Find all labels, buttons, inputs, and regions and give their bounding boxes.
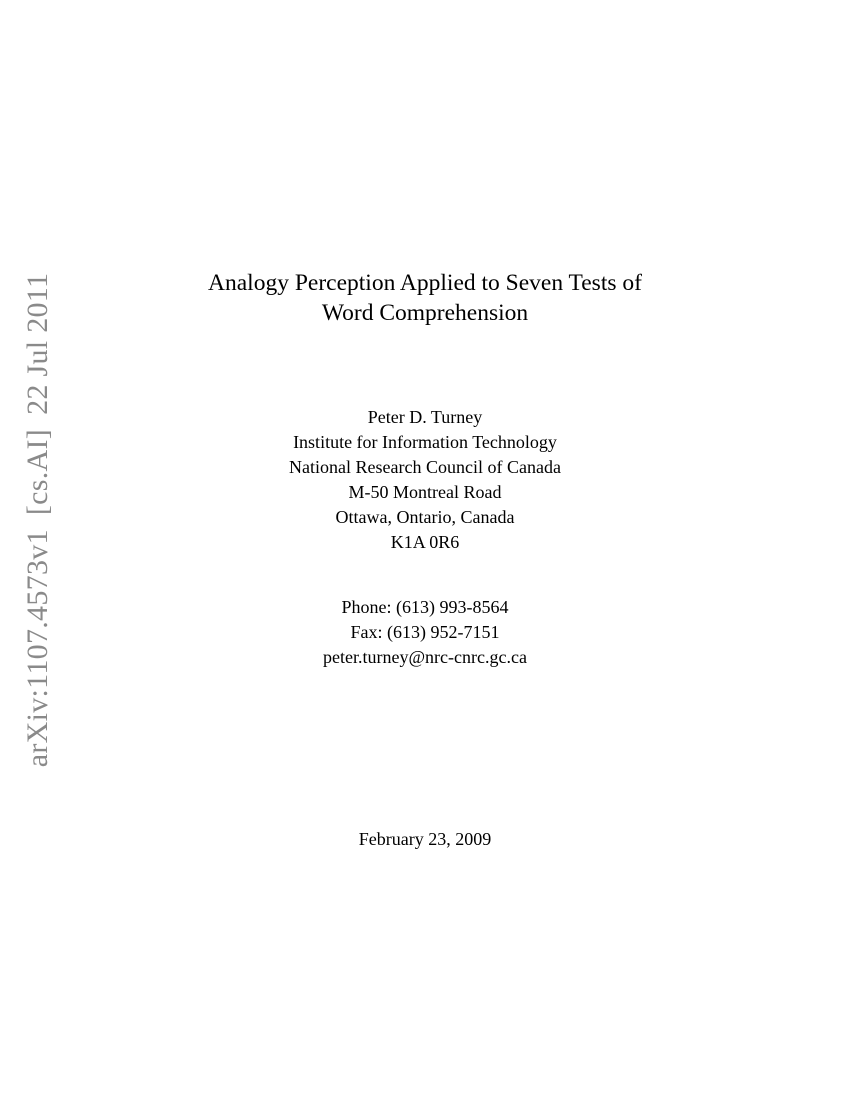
author-street: M-50 Montreal Road (348, 482, 502, 502)
contact-phone: Phone: (613) 993-8564 (341, 597, 509, 617)
author-institute: Institute for Information Technology (293, 432, 557, 452)
author-affiliation (0, 405, 850, 555)
contact-info (0, 595, 850, 670)
arxiv-category: [cs.AI] (21, 428, 54, 516)
author-name: Peter D. Turney (367, 407, 483, 427)
arxiv-date: 22 Jul 2011 (21, 272, 54, 415)
paper-date: February 23, 2009 (358, 829, 492, 849)
contact-email: peter.turney@nrc-cnrc.gc.ca (323, 647, 527, 667)
author-city: Ottawa, Ontario, Canada (335, 507, 515, 527)
paper-title-line-2: Word Comprehension (321, 300, 529, 326)
paper-title (0, 268, 850, 328)
author-organization: National Research Council of Canada (289, 457, 561, 477)
arxiv-id: arXiv:1107.4573v1 (21, 529, 54, 768)
contact-fax: Fax: (613) 952-7151 (350, 622, 500, 642)
author-postal-code: K1A 0R6 (390, 532, 460, 552)
paper-title-line-1: Analogy Perception Applied to Seven Tests of (208, 270, 642, 296)
